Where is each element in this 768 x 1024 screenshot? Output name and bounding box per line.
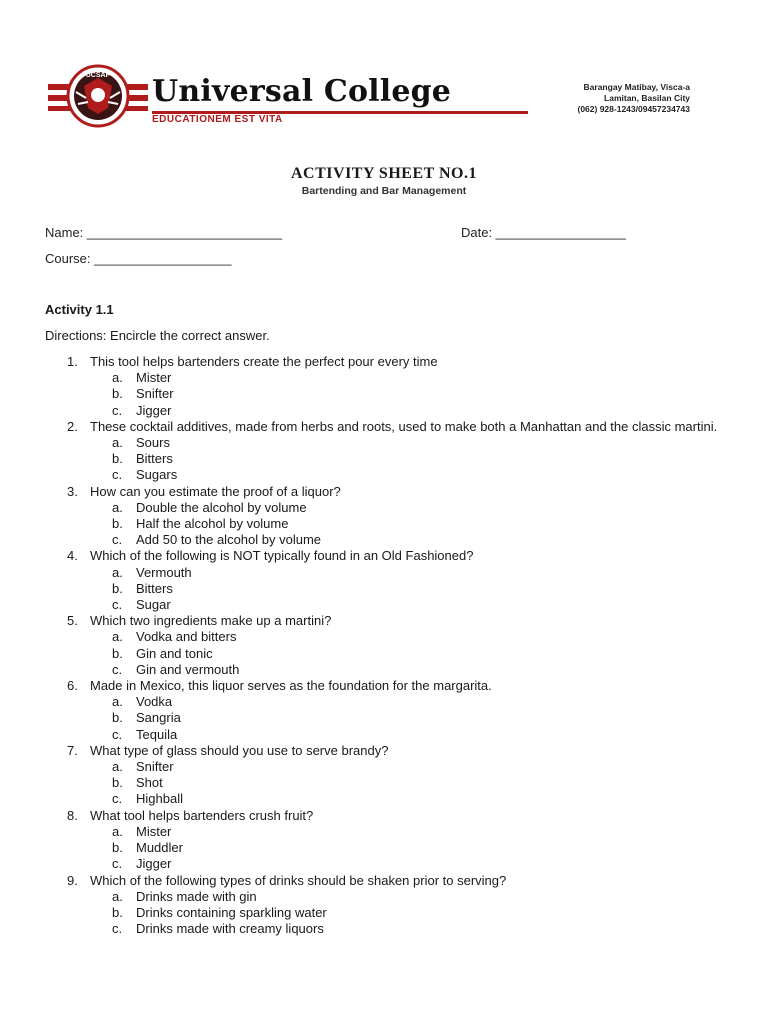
answer-option[interactable] [45,435,735,451]
question-stem [45,873,735,889]
college-name: Universal College [152,74,452,109]
answer-option[interactable] [45,662,735,678]
question-text: These cocktail additives, made from herbs and roots, used to make both a Manhattan and the classic martini. [90,418,718,434]
seal-text: UCSAP [85,72,111,79]
question-text: This tool helps bartenders create the perfect pour every time [90,354,438,369]
question-number: 3. [67,483,78,499]
question-item [45,548,735,613]
answer-option[interactable] [45,646,735,662]
course-field[interactable]: Course: ___________________ [45,251,232,266]
option-text: Bitters [136,451,173,467]
question-item [45,484,735,549]
answer-option[interactable] [45,905,735,921]
answer-option[interactable] [45,516,735,532]
question-item [45,743,735,808]
question-number: 8. [67,807,78,823]
option-letter: b. [112,516,123,532]
answer-option[interactable] [45,710,735,726]
option-text: Gin and vermouth [136,661,240,677]
question-item [45,808,735,873]
option-letter: b. [112,840,123,856]
answer-option[interactable] [45,775,735,791]
option-text: Drinks containing sparkling water [136,904,327,920]
answer-option[interactable] [45,824,735,840]
question-stem [45,613,735,629]
option-letter: b. [112,386,123,402]
question-stem [45,354,735,370]
answer-option[interactable] [45,532,735,548]
question-stem [45,743,735,759]
option-text: Vodka [136,694,173,710]
question-list [45,354,735,937]
question-item [45,873,735,938]
option-letter: a. [112,888,123,904]
option-text: Vodka and bitters [136,629,237,645]
option-letter: a. [112,564,123,580]
answer-option[interactable] [45,403,735,419]
sheet-subtitle: Bartending and Bar Management [301,185,467,197]
question-number: 1. [67,354,78,369]
option-text: Double the alcohol by volume [136,499,307,515]
option-letter: c. [112,856,123,872]
answer-option[interactable] [45,921,735,937]
question-stem [45,419,735,435]
answer-option[interactable] [45,759,735,775]
question-text: What type of glass should you use to serve brandy? [90,742,389,758]
option-letter: c. [112,467,123,483]
question-text: Which two ingredients make up a martini? [90,613,332,629]
option-letter: a. [112,499,123,515]
question-text: Which of the following types of drinks should be shaken prior to serving? [90,872,507,888]
answer-option[interactable] [45,467,735,483]
question-number: 2. [67,418,78,434]
option-letter: c. [112,726,123,742]
option-text: Half the alcohol by volume [136,516,289,532]
answer-option[interactable] [45,581,735,597]
letterhead [44,62,724,132]
answer-option[interactable] [45,856,735,872]
option-letter: a. [112,435,123,451]
name-field[interactable]: Name: ___________________________ [45,225,283,240]
answer-option[interactable] [45,565,735,581]
question-item [45,613,735,678]
option-text: Snifter [136,759,174,775]
question-stem [45,484,735,500]
option-letter: a. [112,759,123,775]
directions-text: Directions: Encircle the correct answer. [45,328,270,343]
question-text: How can you estimate the proof of a liquor? [90,483,341,499]
option-letter: c. [112,402,123,418]
answer-option[interactable] [45,451,735,467]
answer-option[interactable] [45,386,735,402]
college-motto: EDUCATIONEM EST VITA [152,114,283,125]
option-letter: b. [112,580,123,596]
question-item [45,678,735,743]
option-text: Highball [136,791,183,807]
option-letter: c. [112,921,123,937]
option-letter: b. [112,451,123,467]
option-text: Sugars [136,467,178,483]
answer-option[interactable] [45,597,735,613]
answer-option[interactable] [45,500,735,516]
question-text: Made in Mexico, this liquor serves as the foundation for the margarita. [90,678,492,694]
answer-option[interactable] [45,889,735,905]
question-text: Which of the following is NOT typically found in an Old Fashioned? [90,548,474,564]
option-letter: a. [112,694,123,710]
sheet-title: ACTIVITY SHEET NO.1 [291,165,477,182]
question-number: 6. [67,678,78,694]
option-letter: a. [112,370,123,386]
option-letter: b. [112,904,123,920]
question-number: 5. [67,613,78,629]
option-letter: b. [112,645,123,661]
question-item [45,354,735,419]
option-letter: c. [112,597,123,613]
option-text: Mister [136,823,172,839]
option-text: Jigger [136,856,172,872]
option-text: Drinks made with creamy liquors [136,921,324,937]
question-number: 7. [67,742,78,758]
date-field[interactable]: Date: __________________ [461,225,626,240]
college-seal-logo [48,64,148,128]
option-letter: c. [112,532,123,548]
question-number: 9. [67,872,78,888]
question-stem [45,678,735,694]
question-item [45,419,735,484]
option-text: Vermouth [136,564,192,580]
answer-option[interactable] [45,629,735,645]
address-line-3: (062) 928-1243/09457234743 [577,104,690,114]
option-text: Sangria [136,710,181,726]
answer-option[interactable] [45,694,735,710]
option-text: Snifter [136,386,174,402]
question-stem [45,808,735,824]
address-line-2: Lamitan, Basilan City [604,93,690,103]
option-text: Muddler [136,840,183,856]
option-letter: b. [112,710,123,726]
option-letter: c. [112,791,123,807]
option-text: Jigger [136,402,172,418]
answer-option[interactable] [45,727,735,743]
option-text: Shot [136,775,163,791]
option-letter: a. [112,629,123,645]
option-text: Drinks made with gin [136,888,257,904]
option-text: Add 50 to the alcohol by volume [136,532,322,548]
option-text: Sugar [136,597,171,613]
option-text: Tequila [136,726,178,742]
question-text: What tool helps bartenders crush fruit? [90,807,314,823]
option-letter: a. [112,823,123,839]
question-stem [45,548,735,564]
answer-option[interactable] [45,370,735,386]
answer-option[interactable] [45,840,735,856]
option-text: Mister [136,370,172,386]
answer-option[interactable] [45,791,735,807]
option-letter: c. [112,661,123,677]
activity-heading: Activity 1.1 [45,302,114,317]
college-address [490,82,690,115]
question-number: 4. [67,548,78,564]
option-letter: b. [112,775,123,791]
option-text: Sours [136,435,170,451]
option-text: Bitters [136,580,173,596]
option-text: Gin and tonic [136,645,213,661]
address-line-1: Barangay Matibay, Visca-a [583,82,690,92]
